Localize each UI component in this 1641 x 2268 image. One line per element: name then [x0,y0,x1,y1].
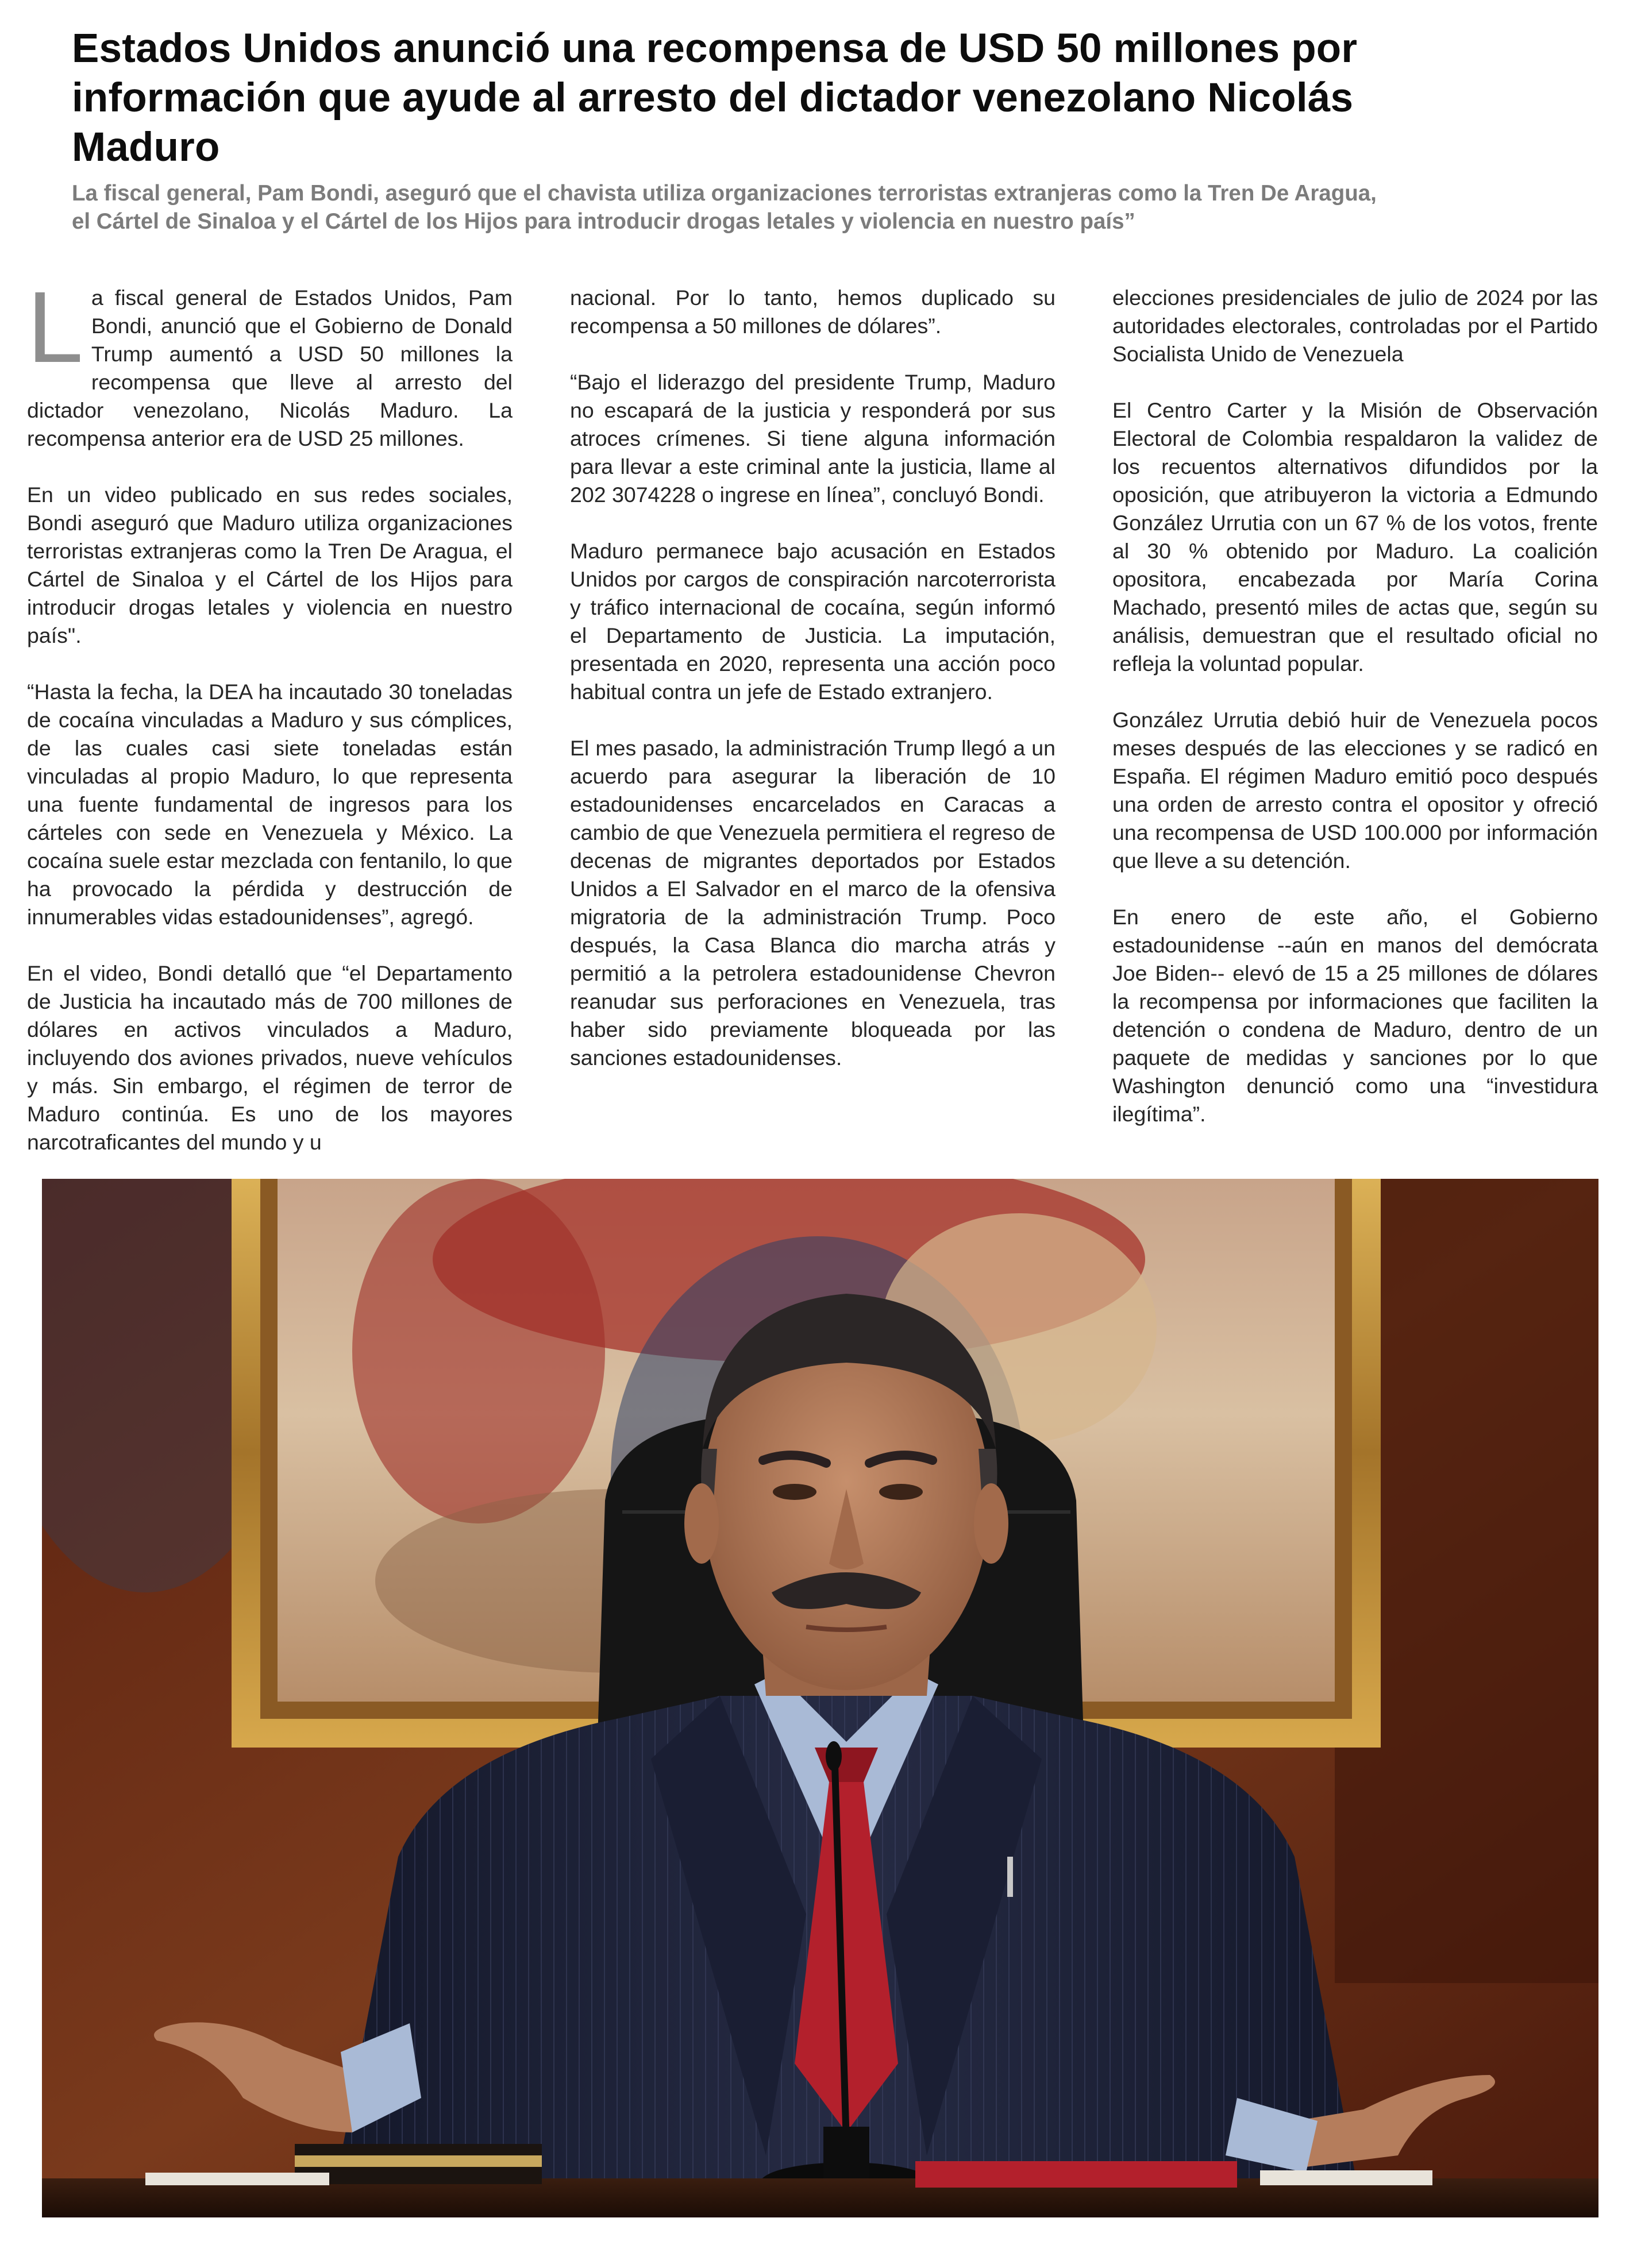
photo-illustration [42,1179,1598,2217]
paragraph: En el video, Bondi detalló que “el Departamento de Justicia ha incautado más de 700 millones de dólares en activos vinculados a Maduro, incluyendo dos aviones privados, nueve vehículos y más. Sin embargo, el régimen de terror de Maduro continúa. Es uno de los mayores narcotraficantes del mundo y u [27,961,513,1154]
paragraph: El mes pasado, la administración Trump llegó a un acuerdo para asegurar la liberación de 10 estadounidenses encarcelados en Caracas a cambio de que Venezuela permitiera el regreso de decenas de migrantes deportados por Estados Unidos a El Salvador en el marco de la ofensiva migratoria de la administración Trump. Poco después, la Casa Blanca dio marcha atrás y permitió a la petrolera estadounidense Chevron reanudar sus perforaciones en Venezuela, tras haber sido previamente bloqueada por las sanciones estadounidenses. [570,736,1056,1070]
article-column-2 [570,284,1056,1100]
paragraph: “Bajo el liderazgo del presidente Trump, Maduro no escapará de la justicia y responderá por sus atroces crímenes. Si tiene alguna información para llevar a este criminal ante la justicia, llame al 202 3074228 o ingrese en línea”, concluyó Bondi. [570,370,1056,507]
article-headline: Estados Unidos anunció una recompensa de USD 50 millones por información que ayude al arresto del dictador venezolano Nicolás Maduro [72,26,1358,170]
paragraph: En enero de este año, el Gobierno estadounidense --aún en manos del demócrata Joe Biden-- elevó de 15 a 25 millones de dólares la recompensa por informaciones que faciliten la detención o condena de Maduro, dentro de un paquete de medidas y sanciones por lo que Washington denunció como una “investidura ilegítima”. [1112,905,1598,1126]
article-column-1 [27,271,513,1185]
article-photo [42,1179,1598,2217]
paragraph: González Urrutia debió huir de Venezuela pocos meses después de las elecciones y se radicó en España. El régimen Maduro emitió poco después una orden de arresto contra el opositor y ofreció una recompensa de USD 100.000 por información que lleve a su detención. [1112,708,1598,873]
drop-cap: L [27,271,83,384]
paragraph-text: a fiscal general de Estados Unidos, Pam Bondi, anunció que el Gobierno de Donald Trump aumentó a USD 50 millones la recompensa que lleve al arresto del dictador venezolano, Nicolás Maduro. La recompensa anterior era de USD 25 millones. [27,286,513,450]
article-deck: La fiscal general, Pam Bondi, aseguró que el chavista utiliza organizaciones terroristas extranjeras como la Tren De Aragua, el Cártel de Sinaloa y el Cártel de los Hijos para introducir drogas letales y violencia en nuestro país” [72,181,1377,234]
paragraph: “Hasta la fecha, la DEA ha incautado 30 toneladas de cocaína vinculadas a Maduro y sus cómplices, de las cuales casi siete toneladas están vinculadas al propio Maduro, lo que representa una fuente fundamental de ingresos para los cárteles con sede en Venezuela y México. La cocaína suele estar mezclada con fentanilo, lo que ha provocado la pérdida y destrucción de innumerables vidas estadounidenses”, agregó. [27,680,513,929]
red-folder [915,2161,1237,2188]
paragraph: Maduro permanece bajo acusación en Estados Unidos por cargos de conspiración narcoterrorista y tráfico internacional de cocaína, según informó el Departamento de Justicia. La imputación, presentada en 2020, representa una acción poco habitual contra un jefe de Estado extranjero. [570,539,1056,704]
paragraph [27,271,513,453]
article-column-3 [1112,284,1598,1156]
paragraph: elecciones presidenciales de julio de 2024 por las autoridades electorales, controladas por el Partido Socialista Unido de Venezuela [1112,286,1598,366]
paragraph: nacional. Por lo tanto, hemos duplicado su recompensa a 50 millones de dólares”. [570,286,1056,338]
paragraph: En un video publicado en sus redes sociales, Bondi aseguró que Maduro utiliza organizaciones terroristas extranjeras como la Tren De Aragua, el Cártel de Sinaloa y el Cártel de los Hijos para introducir drogas letales y violencia en nuestro país". [27,483,513,647]
paragraph: El Centro Carter y la Misión de Observación Electoral de Colombia respaldaron la validez de los recuentos alternativos difundidos por la oposición, que atribuyeron la victoria a Edmundo González Urrutia con un 67 % de los votos, frente al 30 % obtenido por Maduro. La coalición opositora, encabezada por María Corina Machado, presentó miles de actas que, según su análisis, demuestran que el resultado oficial no refleja la voluntad popular. [1112,398,1598,676]
